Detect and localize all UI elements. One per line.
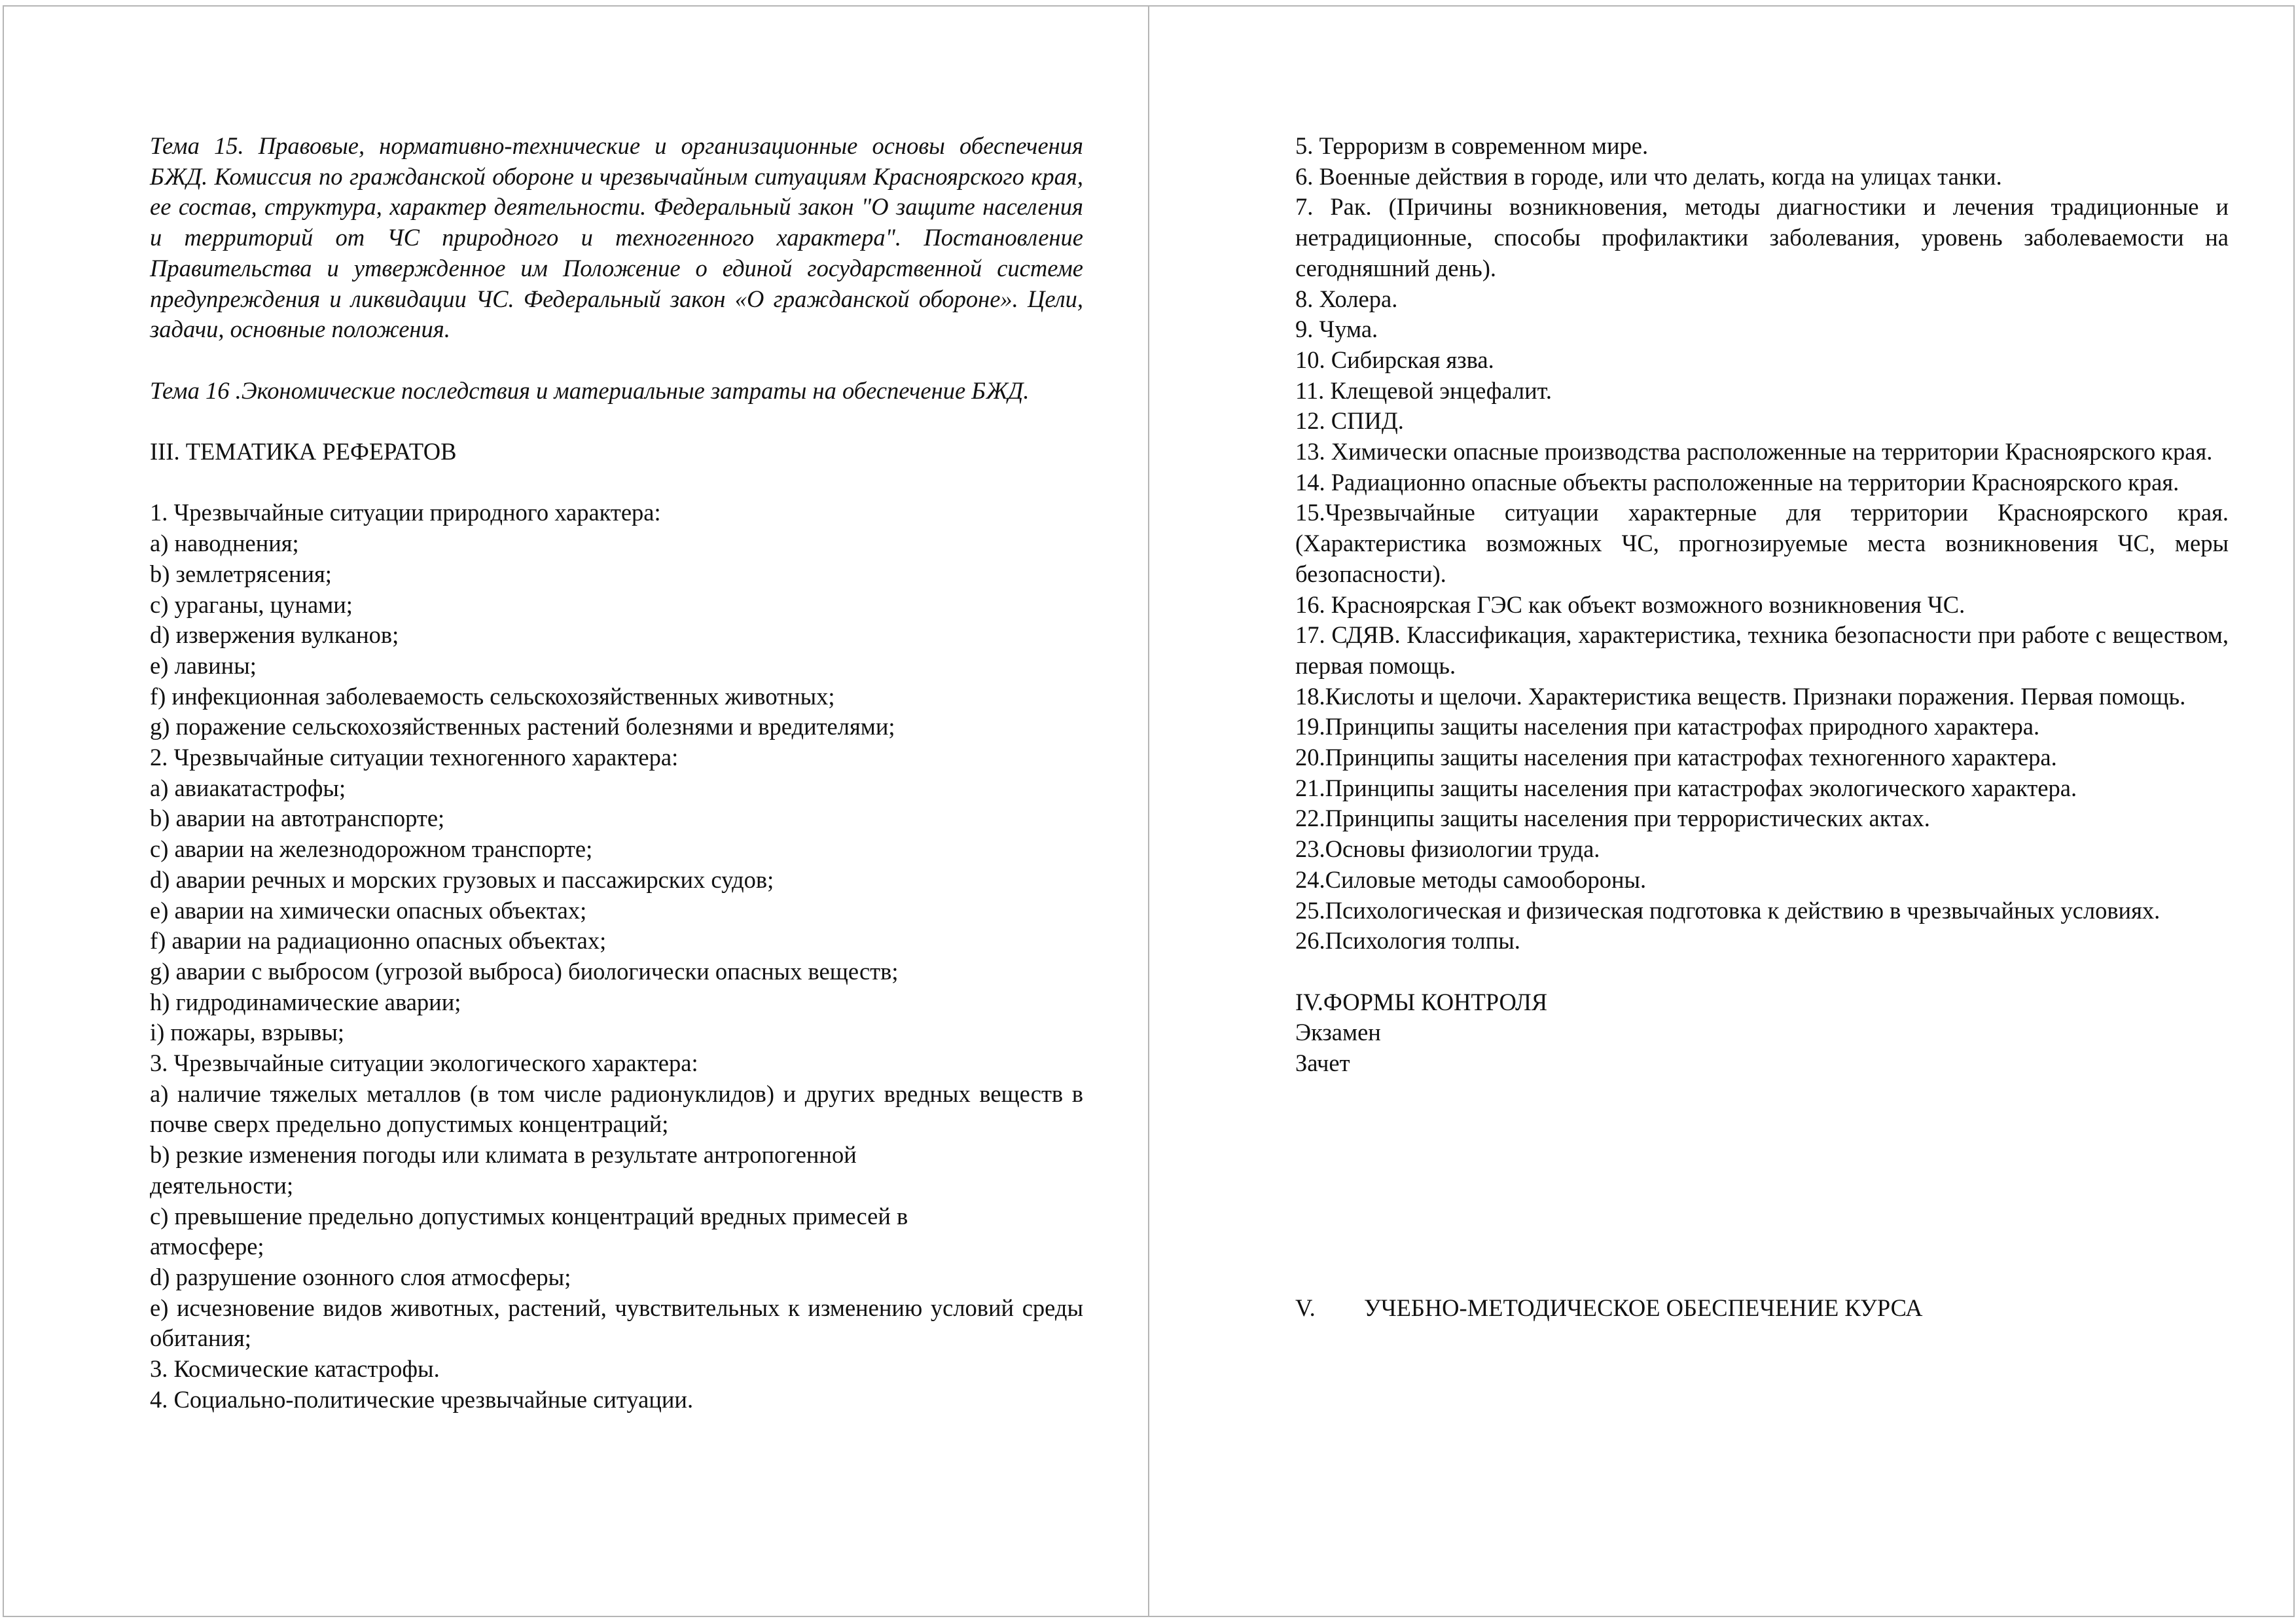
- left-column: [150, 131, 1083, 1415]
- control-form-item: Экзамен: [1295, 1019, 1381, 1046]
- list-item: d) извержения вулканов;: [150, 621, 399, 649]
- list-item: 15.Чрезвычайные ситуации характерные для территории Красноярского края. (Характеристика возможных ЧС, прогнозируемые места возникновения ЧС, меры безопасности).: [1295, 499, 2229, 587]
- list-item: b) резкие изменения погоды или климата в результате антропогенной деятельности;: [150, 1141, 857, 1199]
- right-page: [1148, 5, 2295, 1617]
- list-item: 3. Космические катастрофы.: [150, 1355, 440, 1383]
- list-item: 17. СДЯВ. Классификация, характеристика, техника безопасности при работе с веществом, первая помощь.: [1295, 621, 2229, 679]
- section-3-title: III. ТЕМАТИКА РЕФЕРАТОВ: [150, 438, 457, 465]
- topic-15: Тема 15. Правовые, нормативно-технические и организационные основы обеспечения БЖД. Комиссия по гражданской обороне и чрезвычайным ситуациям Красноярского края, ее состав, структура, характер деятельности. Федеральный закон "О защите населения и территорий от ЧС природного и техногенного характера". Постановление Правительства и утвержденное им Положение о единой государственной системе предупреждения и ликвидации ЧС. Федеральный закон «О гражданской обороне». Цели, задачи, основные положения.: [150, 132, 1083, 343]
- spacer: [150, 345, 1083, 376]
- list-item: e) исчезновение видов животных, растений, чувствительных к изменению условий среды обитания;: [150, 1294, 1083, 1352]
- list-item: 8. Холера.: [1295, 285, 1398, 312]
- list-item: 25.Психологическая и физическая подготовка к действию в чрезвычайных условиях.: [1295, 896, 2161, 924]
- list-item: c) превышение предельно допустимых концентраций вредных примесей в атмосфере;: [150, 1202, 908, 1260]
- list-item: 23.Основы физиологии труда.: [1295, 835, 1600, 863]
- list-item: f) аварии на радиационно опасных объектах;: [150, 927, 607, 955]
- topic-16: Тема 16 .Экономические последствия и материальные затраты на обеспечение БЖД.: [150, 376, 1030, 404]
- list-item: 13. Химически опасные производства расположенные на территории Красноярского края.: [1295, 438, 2213, 465]
- list-item: 11. Клещевой энцефалит.: [1295, 376, 1552, 404]
- list-item: c) ураганы, цунами;: [150, 591, 353, 618]
- right-column: [1295, 131, 2229, 1323]
- section-5-text: УЧЕБНО-МЕТОДИЧЕСКОЕ ОБЕСПЕЧЕНИЕ КУРСА: [1364, 1294, 1923, 1321]
- spacer: [150, 467, 1083, 498]
- list-item: 1. Чрезвычайные ситуации природного характера:: [150, 499, 661, 526]
- list-item: d) разрушение озонного слоя атмосферы;: [150, 1263, 571, 1290]
- list-item: 19.Принципы защиты населения при катастрофах природного характера.: [1295, 713, 2040, 740]
- list-item: 3. Чрезвычайные ситуации экологического характера:: [150, 1049, 698, 1077]
- list-item: 10. Сибирская язва.: [1295, 346, 1494, 373]
- list-item: 21.Принципы защиты населения при катастрофах экологического характера.: [1295, 774, 2077, 801]
- list-item: 26.Психология толпы.: [1295, 927, 1520, 955]
- list-item: c) аварии на железнодорожном транспорте;: [150, 835, 593, 863]
- list-item: g) аварии с выбросом (угрозой выброса) биологически опасных веществ;: [150, 957, 899, 985]
- spacer: [1295, 1079, 2229, 1293]
- section-4-title: IV.ФОРМЫ КОНТРОЛЯ: [1295, 988, 1548, 1015]
- list-item: 5. Терроризм в современном мире.: [1295, 132, 1649, 159]
- list-item: 7. Рак. (Причины возникновения, методы диагностики и лечения традиционные и нетрадиционные, способы профилактики заболевания, уровень заболеваемости на сегодняшний день).: [1295, 193, 2229, 282]
- list-item: 2. Чрезвычайные ситуации техногенного характера:: [150, 744, 679, 771]
- spacer: [1295, 957, 2229, 987]
- list-item: a) наводнения;: [150, 530, 299, 557]
- list-item: d) аварии речных и морских грузовых и пассажирских судов;: [150, 866, 774, 893]
- list-item: 4. Социально-политические чрезвычайные ситуации.: [150, 1385, 694, 1413]
- spacer: [150, 406, 1083, 437]
- list-item: e) лавины;: [150, 651, 257, 679]
- list-item: 22.Принципы защиты населения при террористических актах.: [1295, 805, 1930, 832]
- list-item: e) аварии на химически опасных объектах;: [150, 896, 587, 924]
- list-item: 6. Военные действия в городе, или что делать, когда на улицах танки.: [1295, 162, 2002, 190]
- list-item: i) пожары, взрывы;: [150, 1019, 345, 1046]
- list-item: 24.Силовые методы самообороны.: [1295, 866, 1647, 893]
- list-item: 12. СПИД.: [1295, 407, 1404, 435]
- list-item: 16. Красноярская ГЭС как объект возможного возникновения ЧС.: [1295, 591, 1965, 618]
- list-item: 20.Принципы защиты населения при катастрофах техногенного характера.: [1295, 744, 2057, 771]
- control-form-item: Зачет: [1295, 1049, 1350, 1077]
- list-item: 14. Радиационно опасные объекты расположенные на территории Красноярского края.: [1295, 468, 2179, 496]
- list-item: b) землетрясения;: [150, 560, 332, 587]
- section-5-number: V.: [1295, 1294, 1316, 1321]
- list-item: b) аварии на автотранспорте;: [150, 805, 445, 832]
- list-item: 9. Чума.: [1295, 316, 1378, 343]
- list-item: 18.Кислоты и щелочи. Характеристика веществ. Признаки поражения. Первая помощь.: [1295, 682, 2186, 710]
- list-item: h) гидродинамические аварии;: [150, 988, 461, 1015]
- list-item: f) инфекционная заболеваемость сельскохозяйственных животных;: [150, 682, 835, 710]
- list-item: a) авиакатастрофы;: [150, 774, 346, 801]
- list-item: a) наличие тяжелых металлов (в том числе радионуклидов) и других вредных веществ в почве сверх предельно допустимых концентраций;: [150, 1080, 1083, 1138]
- list-item: g) поражение сельскохозяйственных растений болезнями и вредителями;: [150, 713, 895, 740]
- section-5-title: [1295, 1293, 2229, 1324]
- left-page: [3, 5, 1149, 1617]
